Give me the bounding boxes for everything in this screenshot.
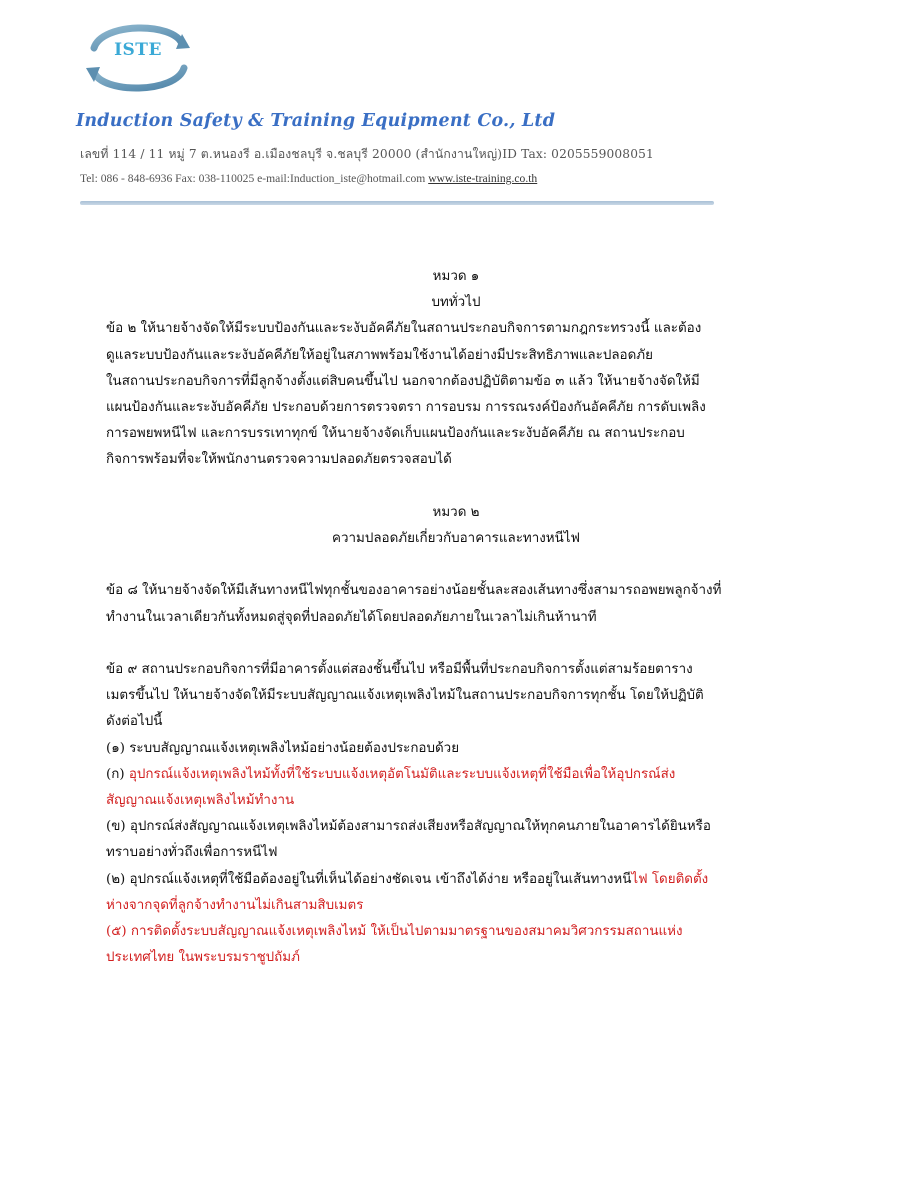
item-2 — [106, 867, 806, 893]
contact-details: Tel: 086 - 848-6936 Fax: 038-110025 e-mail:Induction_iste@hotmail.com — [80, 172, 429, 185]
section1-line: แผนป้องกันและระงับอัคคีภัย ประกอบด้วยการตรวจตรา การอบรม การรณรงค์ป้องกันอัคคีภัย การดับเพลิง — [106, 400, 706, 416]
company-address: เลขที่ 114 / 11 หมู่ 7 ต.หนองรี อ.เมืองชลบุรี จ.ชลบุรี 20000 (สำนักงานใหญ่)ID Tax: 0205559008051 — [80, 147, 654, 161]
company-logo — [80, 14, 196, 102]
item-a-prefix: (ก) — [106, 766, 129, 782]
item-a-highlight-cont: สัญญาณแจ้งเหตุเพลิงไหม้ทำงาน — [106, 793, 295, 809]
logo-text: ISTE — [114, 40, 162, 60]
item-2-text: (๒) อุปกรณ์แจ้งเหตุที่ใช้มือต้องอยู่ในที่เห็นได้อย่างชัดเจน เข้าถึงได้ง่าย หรืออยู่ในเส้นทางหนี — [106, 871, 632, 887]
item-5-highlight-cont: ประเทศไทย ในพระบรมราชูปถัมภ์ — [106, 950, 300, 966]
website-link[interactable]: www.iste-training.co.th — [428, 172, 538, 185]
item-2-highlight-cont: ห่างจากจุดที่ลูกจ้างทำงานไม่เกินสามสิบเมตร — [106, 897, 364, 913]
item-b-cont: ทราบอย่างทั่วถึงเพื่อการหนีไฟ — [106, 845, 278, 861]
section1-line: ในสถานประกอบกิจการที่มีลูกจ้างตั้งแต่สิบคนขึ้นไป นอกจากต้องปฏิบัติตามข้อ ๓ แล้ว ให้นายจ้างจัดให้มี — [106, 373, 700, 389]
header-divider — [80, 201, 714, 205]
section1-line: กิจการพร้อมที่จะให้พนักงานตรวจความปลอดภัยตรวจสอบได้ — [106, 452, 452, 468]
item-b: (ข) อุปกรณ์ส่งสัญญาณแจ้งเหตุเพลิงไหม้ต้องสามารถส่งเสียงหรือสัญญาณให้ทุกคนภายในอาคารได้ยินหรือ — [106, 819, 711, 835]
clause8-line: ทำงานในเวลาเดียวกันทั้งหมดสู่จุดที่ปลอดภัยได้โดยปลอดภัยภายในเวลาไม่เกินห้านาที — [106, 609, 597, 625]
clause9-line: ดังต่อไปนี้ — [106, 714, 163, 730]
item-5-highlight: (๕) การติดตั้งระบบสัญญาณแจ้งเหตุเพลิงไหม้ ให้เป็นไปตามมาตรฐานของสมาคมวิศวกรรมสถานแห่ง — [106, 924, 683, 940]
section1-line: ดูแลระบบป้องกันและระงับอัคคีภัยให้อยู่ในสภาพพร้อมใช้งานได้อย่างมีประสิทธิภาพและปลอดภัย — [106, 347, 653, 363]
item-1: (๑) ระบบสัญญาณแจ้งเหตุเพลิงไหม้อย่างน้อยต้องประกอบด้วย — [106, 740, 460, 756]
clause8-line: ข้อ ๘ ให้นายจ้างจัดให้มีเส้นทางหนีไฟทุกชั้นของอาคารอย่างน้อยชั้นละสองเส้นทางซึ่งสามารถอพยพลูกจ้างที่ — [106, 583, 722, 599]
section1-line: ข้อ ๒ ให้นายจ้างจัดให้มีระบบป้องกันและระงับอัคคีภัยในสถานประกอบกิจการตามกฎกระทรวงนี้ และต้อง — [106, 321, 702, 337]
company-contact — [80, 172, 537, 185]
section2-heading: หมวด ๒ — [432, 504, 480, 520]
section1-line: การอพยพหนีไฟ และการบรรเทาทุกข์ ให้นายจ้างจัดเก็บแผนป้องกันและระงับอัคคีภัย ณ สถานประกอบ — [106, 426, 685, 442]
section2-subheading: ความปลอดภัยเกี่ยวกับอาคารและทางหนีไฟ — [332, 531, 580, 547]
clause9-line: ข้อ ๙ สถานประกอบกิจการที่มีอาคารตั้งแต่สองชั้นขึ้นไป หรือมีพื้นที่ประกอบกิจการตั้งแต่สามร้อยตาราง — [106, 662, 693, 677]
item-a — [106, 762, 806, 788]
clause9-line: เมตรขึ้นไป ให้นายจ้างจัดให้มีระบบสัญญาณแจ้งเหตุเพลิงไหม้ในสถานประกอบกิจการทุกชั้น โดยให้ปฏิบัติ — [106, 688, 704, 704]
company-name: Induction Safety & Training Equipment Co., Ltd — [76, 111, 556, 131]
section1-subheading: บททั่วไป — [431, 295, 481, 311]
document-body — [106, 264, 806, 971]
section1-heading: หมวด ๑ — [432, 269, 480, 284]
item-2-highlight: ไฟ โดยติดตั้ง — [631, 871, 709, 887]
item-a-highlight: อุปกรณ์แจ้งเหตุเพลิงไหม้ทั้งที่ใช้ระบบแจ้งเหตุอัตโนมัติและระบบแจ้งเหตุที่ใช้มือเพื่อให้อุปกรณ์ส่ง — [128, 766, 676, 782]
